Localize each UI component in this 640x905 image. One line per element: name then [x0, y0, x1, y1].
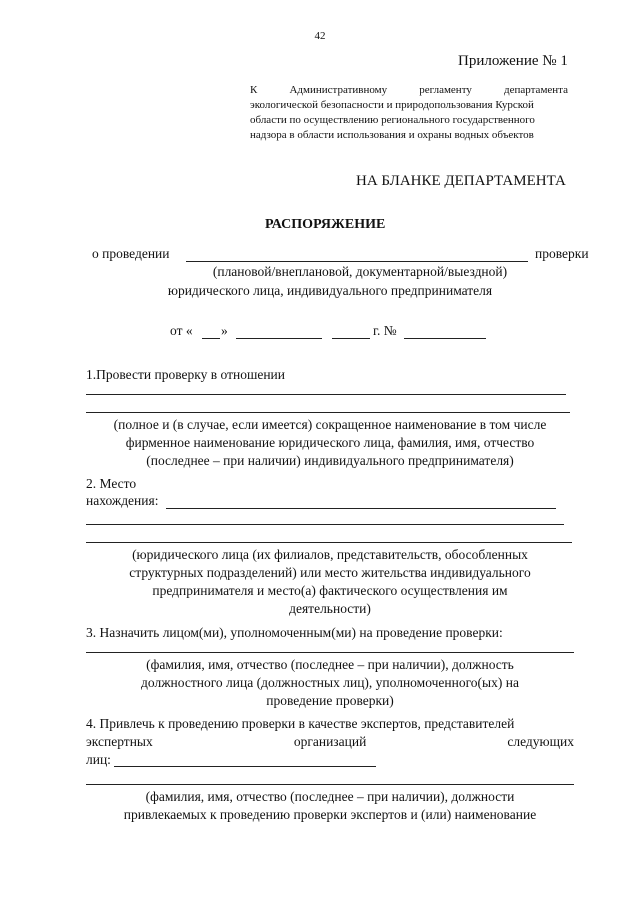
authorized-persons-field[interactable] [86, 652, 574, 653]
section4-hint-line: привлекаемых к проведению проверки экспертов и (или) наименование [123, 807, 537, 822]
order-number-field[interactable] [404, 338, 486, 339]
section4-label: лиц: [86, 752, 111, 767]
section3-hint-line: (фамилия, имя, отчество (последнее – при наличии), должность [146, 657, 514, 672]
location-field[interactable] [86, 542, 572, 543]
check-type-field[interactable] [186, 261, 528, 262]
inspected-entity-field[interactable] [86, 394, 566, 395]
document-title: РАСПОРЯЖЕНИЕ [265, 217, 386, 232]
letterhead-note: НА БЛАНКЕ ДЕПАРТАМЕНТА [356, 173, 566, 189]
date-quote-close: » [221, 323, 228, 338]
date-prefix: от « [170, 323, 193, 338]
section3-heading: 3. Назначить лицом(ми), уполномоченным(ми) на проведение проверки: [86, 625, 503, 640]
about-suffix: проверки [535, 246, 589, 261]
number-mark: г. № [373, 323, 397, 338]
section1-hint-line: (полное и (в случае, если имеется) сокращенное наименование в том числе [113, 417, 547, 432]
section1-hint-line: (последнее – при наличии) индивидуального предпринимателя) [146, 453, 514, 468]
day-field[interactable] [202, 338, 220, 339]
check-subject: юридического лица, индивидуального предпринимателя [167, 283, 493, 298]
section2-hint-line: структурных подразделений) или место жительства индивидуального [129, 565, 531, 580]
section2-hint-line: деятельности) [289, 601, 371, 616]
section2-label: нахождения: [86, 493, 159, 508]
about-prefix: о проведении [92, 246, 170, 261]
section2-hint-line: предпринимателя и место(а) фактического осуществления им [152, 583, 508, 598]
location-field[interactable] [86, 524, 564, 525]
section1-hint-line: фирменное наименование юридического лица, фамилия, имя, отчество [125, 435, 535, 450]
reference-line: экологической безопасности и природопользования Курской [250, 99, 534, 111]
section1-heading: 1.Провести проверку в отношении [86, 367, 285, 382]
year-field[interactable] [332, 338, 370, 339]
reference-line: области по осуществлению регионального государственного [250, 114, 535, 126]
reference-line: К Административному регламенту департамента [250, 84, 568, 96]
page-number: 42 [314, 30, 326, 42]
experts-field[interactable] [114, 766, 376, 767]
section3-hint-line: проведение проверки) [266, 693, 394, 708]
month-field[interactable] [236, 338, 322, 339]
check-type-hint: (плановой/внеплановой, документарной/выездной) [212, 264, 508, 279]
location-field[interactable] [166, 508, 556, 509]
inspected-entity-field[interactable] [86, 412, 570, 413]
section4-line: экспертных организаций следующих [86, 734, 574, 749]
section4-hint-line: (фамилия, имя, отчество (последнее – при наличии), должности [145, 789, 515, 804]
section2-hint-line: (юридического лица (их филиалов, представительств, обособленных [132, 547, 528, 562]
appendix-label: Приложение № 1 [458, 53, 568, 69]
experts-field[interactable] [86, 784, 574, 785]
section4-line: 4. Привлечь к проведению проверки в качестве экспертов, представителей [86, 716, 515, 731]
section2-heading: 2. Место [86, 476, 137, 491]
reference-line: надзора в области использования и охраны водных объектов [250, 129, 534, 141]
section3-hint-line: должностного лица (должностных лиц), уполномоченного(ых) на [141, 675, 519, 690]
